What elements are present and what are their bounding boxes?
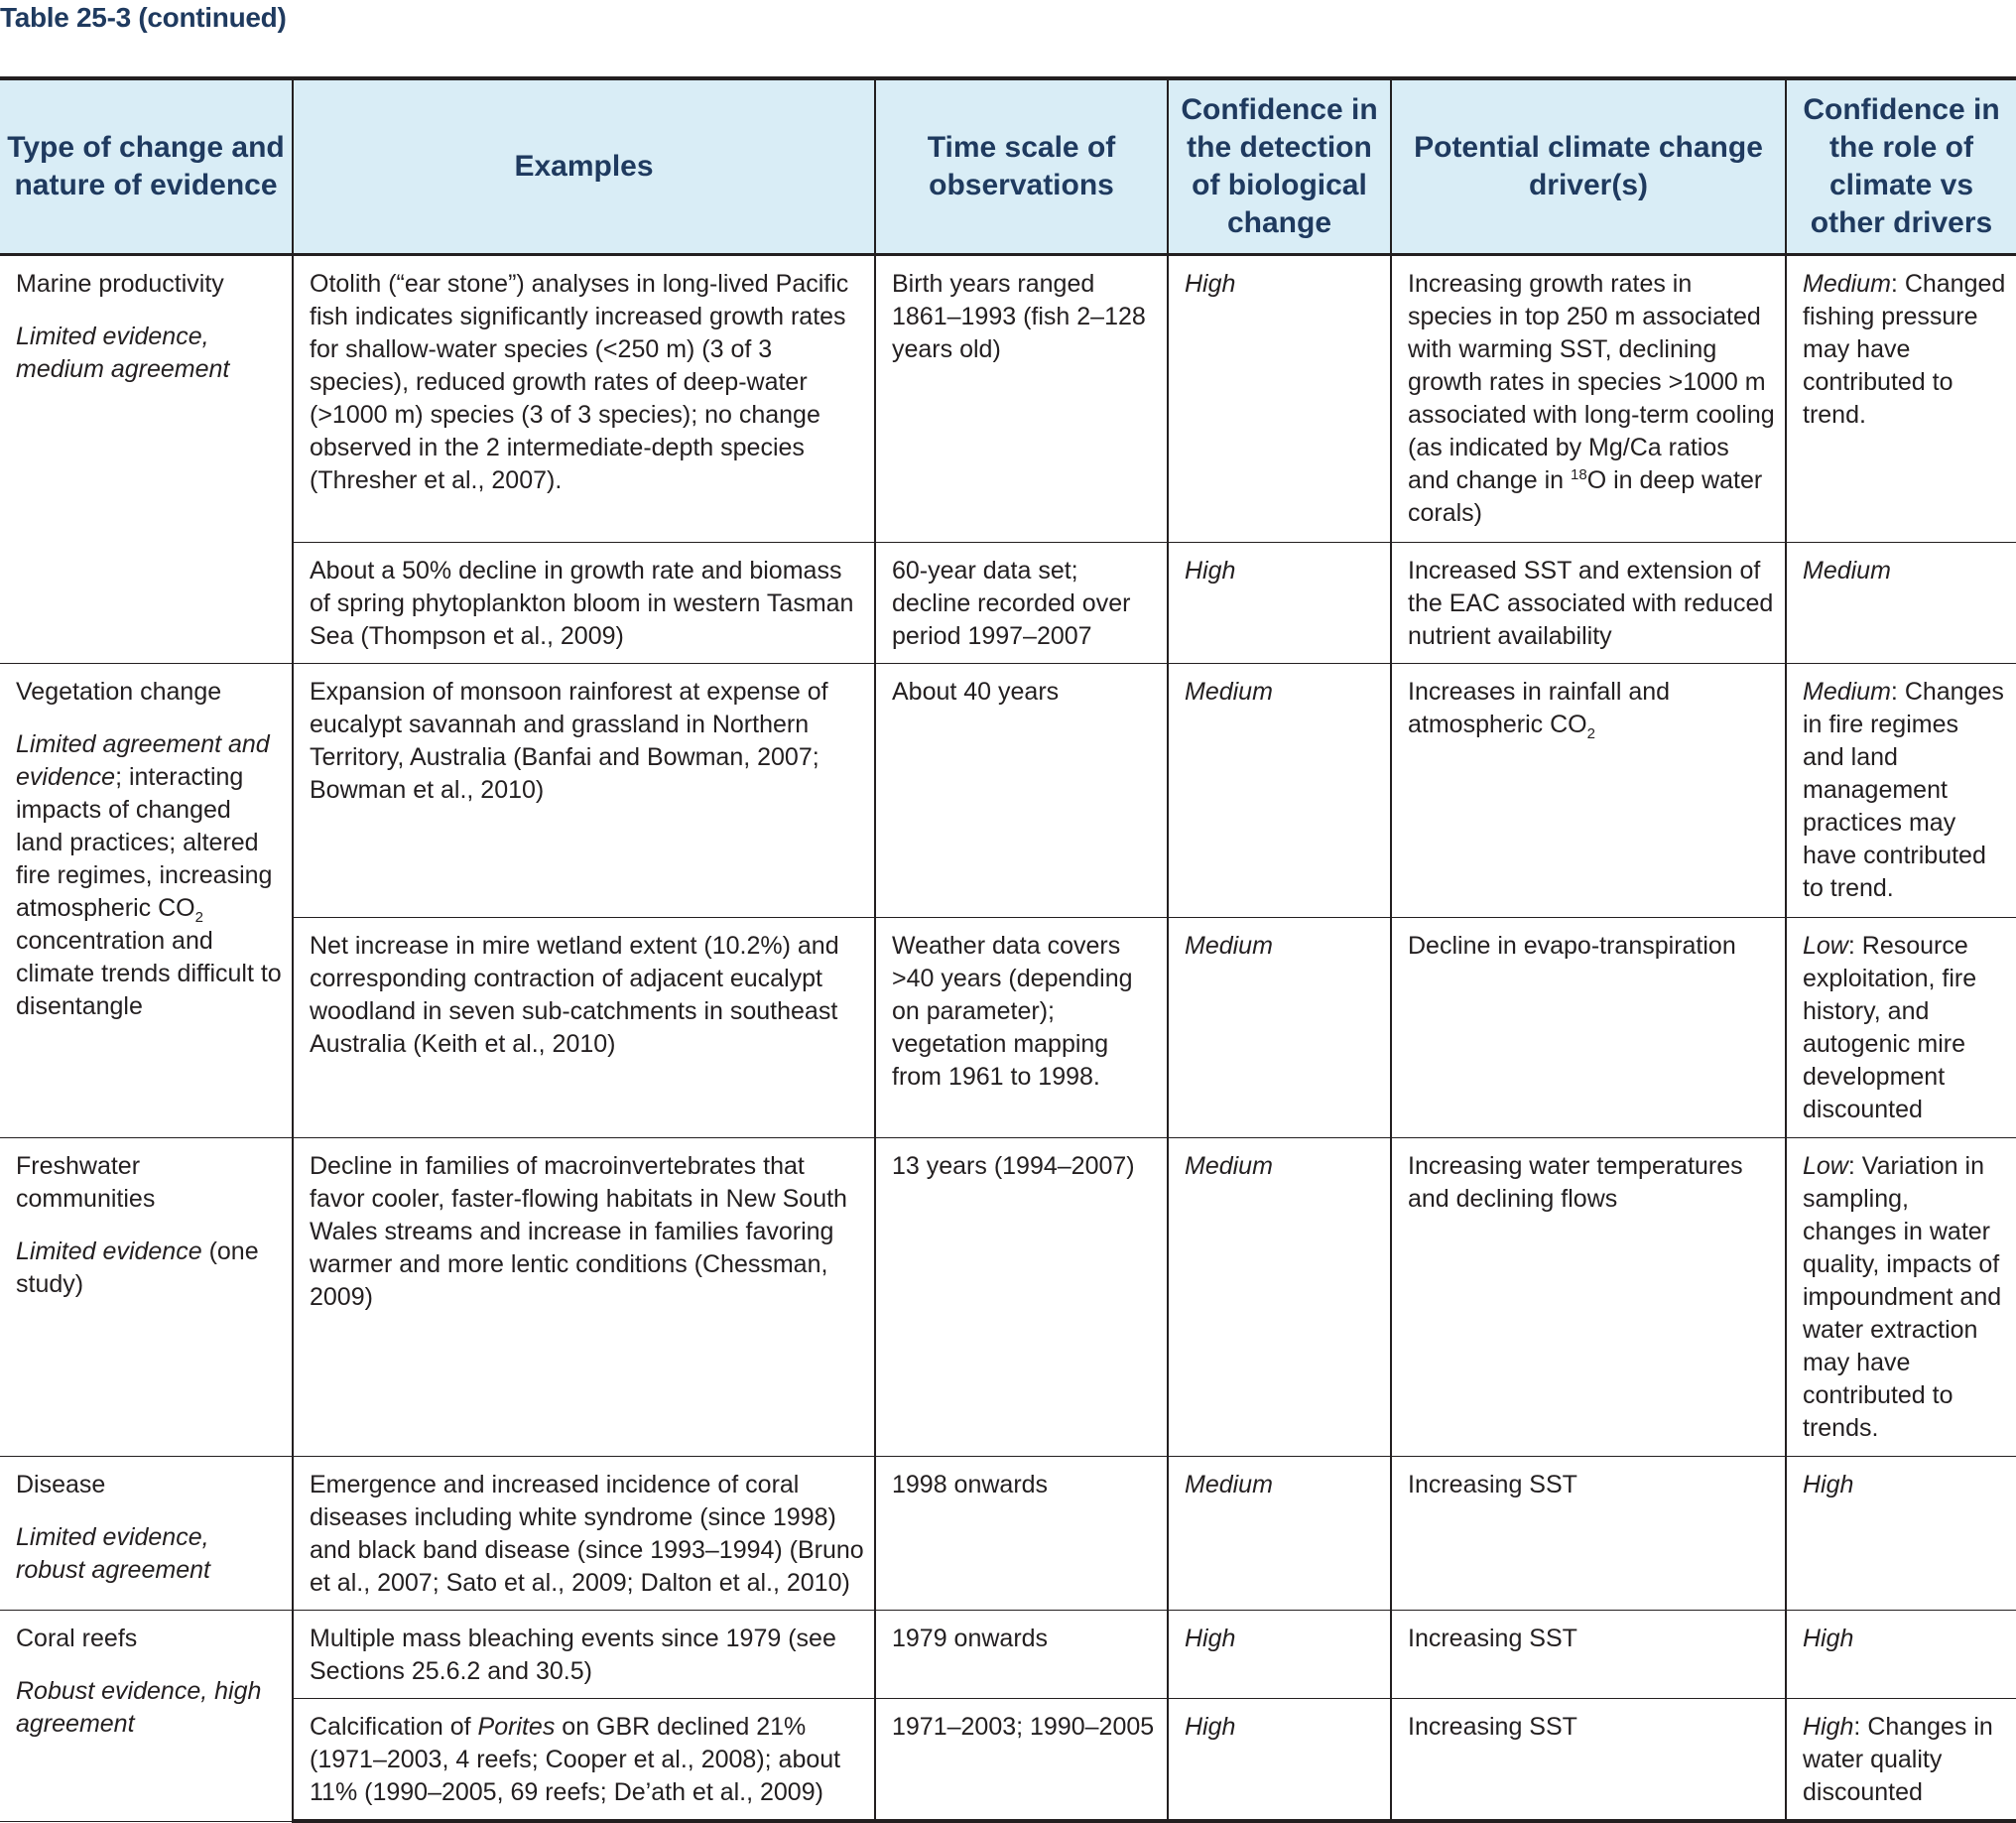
type-name: Freshwater communities	[16, 1152, 156, 1213]
type-cell	[0, 1611, 293, 1822]
header-examples: Examples	[293, 78, 875, 255]
evidence-note	[16, 728, 282, 1023]
example-cell: Otolith (“ear stone”) analyses in long-lived Pacific fish indicates significantly increased growth rates for shallow-water species (<250 m) (3 of 3 species), reduced growth rates of deep-water (>1000 m) species (3 of 3 species); no change observed in the 2 intermediate-depth species (Thresher et al., 2007).	[293, 255, 875, 543]
driver-cell: Increased SST and extension of the EAC associated with reduced nutrient availability	[1391, 543, 1786, 664]
driver-cell: Increasing SST	[1391, 1457, 1786, 1611]
role-level: Low	[1803, 932, 1848, 960]
detection-cell: Medium	[1168, 664, 1391, 918]
role-level: Low	[1803, 1152, 1848, 1180]
example-cell: Emergence and increased incidence of coral diseases including white syndrome (since 1998) and black band disease (since 1993–1994) (Bruno et al., 2007; Sato et al., 2009; Dalton et al., 2010)	[293, 1457, 875, 1611]
role-level: Medium	[1803, 270, 1891, 298]
table-row	[0, 543, 2016, 664]
timescale-cell: 1979 onwards	[875, 1611, 1168, 1699]
detection-cell: High	[1168, 1611, 1391, 1699]
evidence-subscript: 2	[194, 909, 203, 926]
type-name: Marine productivity	[16, 270, 224, 298]
example-cell: About a 50% decline in growth rate and biomass of spring phytoplankton bloom in western Tasman Sea (Thompson et al., 2009)	[293, 543, 875, 664]
evidence-text-end: concentration and climate trends difficult to disentangle	[16, 927, 282, 1020]
role-text: : Changes in fire regimes and land management practices may have contributed to trend.	[1803, 678, 2004, 902]
table-caption: Table 25-3 (continued)	[0, 2, 287, 33]
table-row	[0, 1457, 2016, 1611]
role-cell	[1786, 664, 2016, 918]
evidence-note: Robust evidence, high agreement	[16, 1677, 262, 1738]
driver-cell: Increasing SST	[1391, 1611, 1786, 1699]
table-row	[0, 918, 2016, 1138]
type-cell	[0, 664, 293, 1138]
driver-cell: Decline in evapo-transpiration	[1391, 918, 1786, 1138]
driver-cell	[1391, 255, 1786, 543]
detection-cell: High	[1168, 255, 1391, 543]
type-cell	[0, 1457, 293, 1611]
evidence-text: (one study)	[16, 1237, 259, 1298]
detection-cell: High	[1168, 543, 1391, 664]
driver-subscript: 2	[1586, 725, 1595, 742]
timescale-cell: 1998 onwards	[875, 1457, 1168, 1611]
header-type: Type of change and nature of evidence	[0, 78, 293, 255]
timescale-cell: Birth years ranged 1861–1993 (fish 2–128 years old)	[875, 255, 1168, 543]
header-detection: Confidence in the detection of biological change	[1168, 78, 1391, 255]
timescale-cell: About 40 years	[875, 664, 1168, 918]
evidence-table	[0, 76, 2016, 1823]
driver-cell: Increasing SST	[1391, 1699, 1786, 1822]
table-row	[0, 1611, 2016, 1699]
type-cell	[0, 1138, 293, 1457]
detection-cell: High	[1168, 1699, 1391, 1822]
timescale-cell: 60-year data set; decline recorded over period 1997–2007	[875, 543, 1168, 664]
detection-cell: Medium	[1168, 1138, 1391, 1457]
example-italic: Porites	[477, 1713, 556, 1741]
evidence-italic: Limited evidence	[16, 1237, 202, 1265]
example-text-end: on GBR declined 21% (1971–2003, 4 reefs; Cooper et al., 2008); about 11% (1990–2005, 69 reefs; De’ath et al., 2009)	[310, 1713, 841, 1806]
type-name: Disease	[16, 1471, 106, 1498]
detection-cell: Medium	[1168, 1457, 1391, 1611]
evidence-text: ; interacting impacts of changed land practices; altered fire regimes, increasing atmospheric CO	[16, 763, 273, 922]
header-role: Confidence in the role of climate vs other drivers	[1786, 78, 2016, 255]
header-row	[0, 78, 2016, 255]
role-cell: High	[1786, 1457, 2016, 1611]
role-cell: High	[1786, 1611, 2016, 1699]
role-cell	[1786, 255, 2016, 543]
role-cell	[1786, 1138, 2016, 1457]
header-driver: Potential climate change driver(s)	[1391, 78, 1786, 255]
example-text: Calcification of	[310, 1713, 478, 1741]
role-text: : Changed fishing pressure may have contributed to trend.	[1803, 270, 2006, 429]
role-cell: Medium	[1786, 543, 2016, 664]
driver-cell: Increasing water temperatures and declining flows	[1391, 1138, 1786, 1457]
example-cell: Multiple mass bleaching events since 1979 (see Sections 25.6.2 and 30.5)	[293, 1611, 875, 1699]
table-row	[0, 255, 2016, 543]
driver-text-end: O in deep water corals)	[1408, 466, 1763, 527]
type-name: Coral reefs	[16, 1625, 138, 1652]
timescale-cell: 1971–2003; 1990–2005	[875, 1699, 1168, 1822]
evidence-note: Limited evidence, medium agreement	[16, 323, 230, 383]
driver-text: Increasing growth rates in species in top 250 m associated with warming SST, declining growth rates in species >1000 m associated with long-term cooling (as indicated by Mg/Ca ratios and change in	[1408, 270, 1775, 494]
role-text: : Resource exploitation, fire history, and autogenic mire development discounted	[1803, 932, 1977, 1123]
detection-cell: Medium	[1168, 918, 1391, 1138]
example-cell: Expansion of monsoon rainforest at expense of eucalypt savannah and grassland in Northern Territory, Australia (Banfai and Bowman, 2007; Bowman et al., 2010)	[293, 664, 875, 918]
evidence-note	[16, 1236, 282, 1301]
timescale-cell: Weather data covers >40 years (depending on parameter); vegetation mapping from 1961 to 1998.	[875, 918, 1168, 1138]
evidence-note: Limited evidence, robust agreement	[16, 1523, 210, 1584]
driver-superscript: 18	[1571, 466, 1587, 483]
example-cell	[293, 1699, 875, 1822]
timescale-cell: 13 years (1994–2007)	[875, 1138, 1168, 1457]
driver-cell	[1391, 664, 1786, 918]
role-text: : Variation in sampling, changes in water quality, impacts of impoundment and water extraction may have contributed to trends.	[1803, 1152, 2002, 1442]
role-text: : Changes in water quality discounted	[1803, 1713, 1993, 1806]
example-cell: Decline in families of macroinvertebrates that favor cooler, faster-flowing habitats in New South Wales streams and increase in families favoring warmer and more lentic conditions (Chessman, 2009)	[293, 1138, 875, 1457]
type-name: Vegetation change	[16, 678, 222, 706]
table-row	[0, 1138, 2016, 1457]
table-row	[0, 664, 2016, 918]
role-level: Medium	[1803, 678, 1891, 706]
role-level: High	[1803, 1713, 1854, 1741]
role-cell	[1786, 918, 2016, 1138]
evidence-italic: Limited agreement and evidence	[16, 730, 270, 791]
table-row	[0, 1699, 2016, 1822]
type-cell	[0, 255, 293, 664]
header-timescale: Time scale of observations	[875, 78, 1168, 255]
driver-text: Increases in rainfall and atmospheric CO	[1408, 678, 1671, 738]
role-cell	[1786, 1699, 2016, 1822]
example-cell: Net increase in mire wetland extent (10.2%) and corresponding contraction of adjacent eucalypt woodland in seven sub-catchments in southeast Australia (Keith et al., 2010)	[293, 918, 875, 1138]
